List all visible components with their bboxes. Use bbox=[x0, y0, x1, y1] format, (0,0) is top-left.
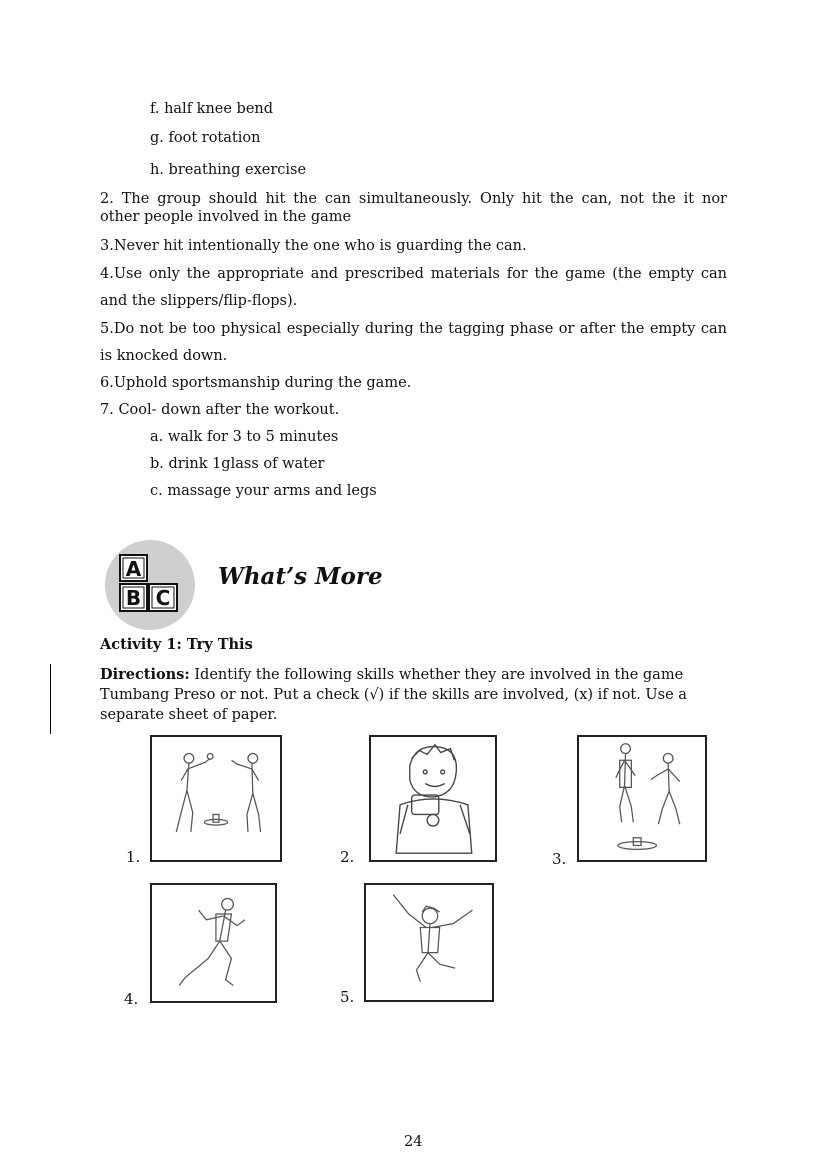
cooldown-item-a: a. walk for 3 to 5 minutes bbox=[150, 429, 339, 445]
rule-3: 3.Never hit intentionally the one who is guarding the can. bbox=[100, 238, 527, 254]
logo-letter-c: C bbox=[155, 586, 171, 610]
directions-text-1: Identify the following skills whether they are involved in the game bbox=[189, 667, 684, 683]
cooldown-item-b: b. drink 1glass of water bbox=[150, 456, 325, 472]
directions-label: Directions: bbox=[100, 666, 190, 683]
two-players-can-icon bbox=[577, 735, 707, 862]
rule-5-line-2: is knocked down. bbox=[100, 348, 228, 364]
jumping-boy-icon bbox=[364, 883, 494, 1002]
picture-2-number: 2. bbox=[340, 848, 355, 866]
rule-2-line-1: 2. The group should hit the can simultaneously. Only hit the can, not the it nor bbox=[100, 191, 727, 207]
rule-4-line-1: 4.Use only the appropriate and prescribed materials for the game (the empty can bbox=[100, 266, 727, 282]
section-title: What’s More bbox=[218, 563, 383, 590]
rule-2-line-2: other people involved in the game bbox=[100, 209, 352, 225]
warmup-item-g: g. foot rotation bbox=[150, 130, 261, 146]
abc-blocks-icon bbox=[104, 539, 196, 631]
rule-4-line-2: and the slippers/flip-flops). bbox=[100, 293, 298, 309]
directions-line-2: Tumbang Preso or not. Put a check (√) if the skills are involved, (x) if not. Use a bbox=[100, 687, 687, 703]
activity-title: Activity 1: Try This bbox=[100, 636, 253, 653]
picture-5-number: 5. bbox=[340, 988, 355, 1006]
rule-5-line-1: 5.Do not be too physical especially during the tagging phase or after the empty can bbox=[100, 321, 727, 337]
warmup-item-f: f. half knee bend bbox=[150, 101, 274, 117]
rule-7: 7. Cool- down after the workout. bbox=[100, 402, 340, 418]
picture-4-number: 4. bbox=[124, 990, 139, 1008]
page-number: 24 bbox=[404, 1134, 423, 1150]
cooldown-item-c: c. massage your arms and legs bbox=[150, 483, 377, 499]
picture-1-number: 1. bbox=[126, 848, 141, 866]
logo-letter-a: A bbox=[125, 557, 142, 581]
running-man-icon bbox=[150, 883, 277, 1003]
directions-line-1 bbox=[100, 666, 683, 684]
directions-line-3: separate sheet of paper. bbox=[100, 707, 278, 723]
picture-3-number: 3. bbox=[552, 850, 567, 868]
warmup-item-h: h. breathing exercise bbox=[150, 162, 307, 178]
eating-boy-icon bbox=[369, 735, 497, 862]
throwing-players-icon bbox=[150, 735, 282, 862]
rule-6: 6.Uphold sportsmanship during the game. bbox=[100, 375, 412, 391]
margin-change-bar bbox=[50, 664, 51, 734]
logo-letter-b: B bbox=[125, 586, 142, 610]
